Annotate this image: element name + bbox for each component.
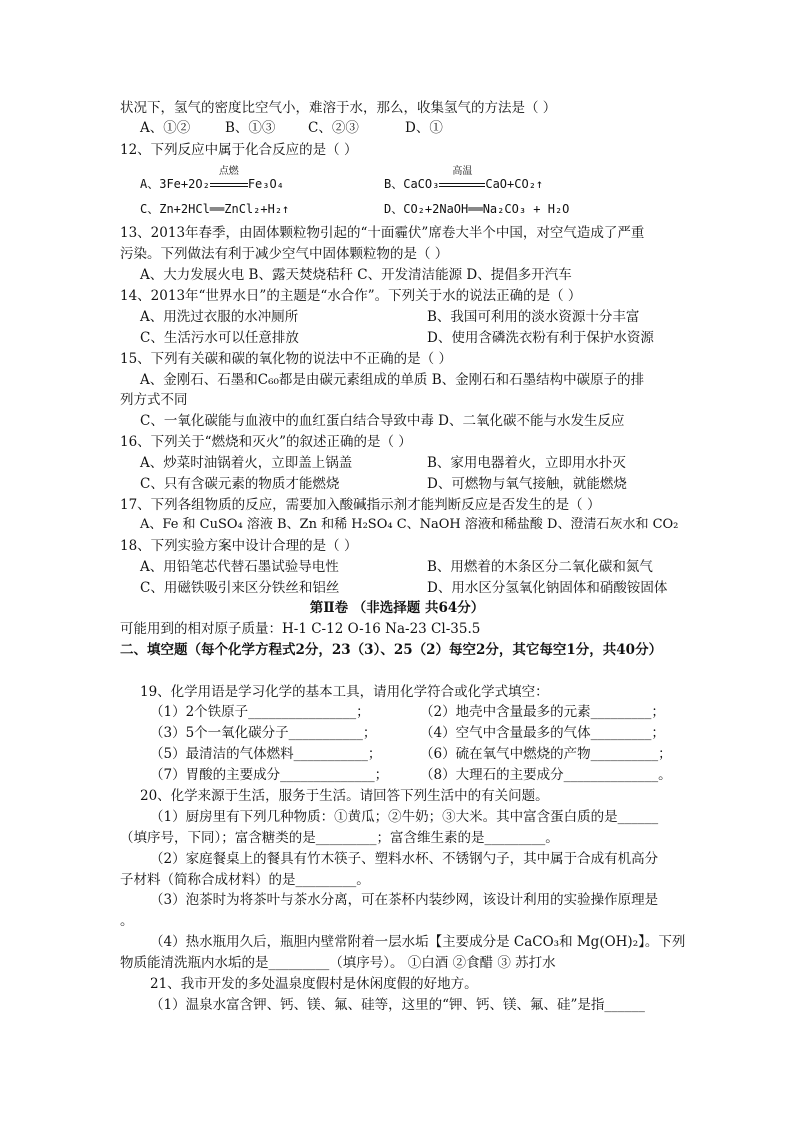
q16-option-c: C、只有含碳元素的物质才能燃烧 bbox=[140, 476, 340, 492]
q19-item-2: （2）地壳中含量最多的元素_________； bbox=[420, 704, 665, 720]
q14-option-c: C、生活污水可以任意排放 bbox=[140, 330, 299, 346]
q17-options: A、Fe 和 CuSO₄ 溶液 B、Zn 和稀 H₂SO₄ C、NaOH 溶液和稀盐酸 D、澄清石灰水和 CO₂ bbox=[140, 517, 679, 532]
q13-stem-line2: 污染。下列做法有利于减少空气中固体颗粒物的是（ ） bbox=[120, 246, 449, 262]
q12-a-products: Fe₃O₄ bbox=[247, 177, 284, 191]
q15-option-cd: C、一氧化碳能与血液中的血红蛋白结合导致中毒 D、二氧化碳不能与水发生反应 bbox=[140, 413, 625, 429]
q18-stem: 18、下列实验方案中设计合理的是（ ） bbox=[120, 538, 358, 554]
reaction-condition-arrow bbox=[210, 166, 248, 193]
q19-item-6: （6）硫在氧气中燃烧的产物__________； bbox=[420, 746, 672, 762]
q14-option-d: D、使用含磷洗衣粉有利于保护水资源 bbox=[427, 330, 654, 346]
q12-b-products: CaO+CO₂↑ bbox=[485, 177, 544, 191]
q13-stem-line1: 13、2013年春季，由固体颗粒物引起的“十面霾伏”席卷大半个中国，对空气造成了严重 bbox=[120, 225, 645, 241]
q20-part2-line2: 子材料（简称合成材料）的是_________。 bbox=[120, 872, 370, 888]
q18-option-d: D、用水区分氢氧化钠固体和硝酸铵固体 bbox=[427, 580, 668, 596]
q20-part3-line2: 。 bbox=[120, 913, 134, 929]
q20-part4-line1: （4）热水瓶用久后，瓶胆内壁常附着一层水垢【主要成分是 CaCO₃和 Mg(OH)₂】。下列 bbox=[150, 934, 686, 950]
q12-option-b bbox=[384, 166, 544, 193]
q20-part1-line2: （填序号，下同）；富含糖类的是_________；富含维生素的是_________。 bbox=[120, 830, 559, 846]
q19-stem: 19、化学用语是学习化学的基本工具，请用化学符合或化学式填空： bbox=[140, 684, 549, 700]
q18-option-a: A、用铅笔芯代替石墨试验导电性 bbox=[140, 559, 339, 575]
q17-stem: 17、下列各组物质的反应，需要加入酸碱指示剂才能判断反应是否发生的是（ ） bbox=[120, 497, 601, 513]
q12-option-d: D、CO₂+2NaOH══Na₂CO₃ + H₂O bbox=[384, 202, 570, 216]
q14-option-a: A、用洗过衣服的水冲厕所 bbox=[140, 309, 299, 325]
q12-stem: 12、下列反应中属于化合反应的是（ ） bbox=[120, 142, 358, 158]
q12-option-a bbox=[140, 166, 284, 193]
q15-stem: 15、下列有关碳和碳的氧化物的说法中不正确的是（ ） bbox=[120, 351, 452, 367]
q12-a-condition: 点燃 bbox=[218, 166, 239, 177]
q19-item-5: （5）最清洁的气体燃料___________； bbox=[150, 746, 382, 762]
q20-part2-line1: （2）家庭餐桌上的餐具有竹木筷子、塑料水杯、不锈钢勺子，其中属于合成有机高分 bbox=[150, 851, 659, 867]
q11-option-a: A、①② bbox=[140, 120, 191, 136]
q19-item-8: （8）大理石的主要成分______________。 bbox=[420, 767, 672, 783]
relative-atomic-masses: 可能用到的相对原子质量：H-1 C-12 O-16 Na-23 Cl-35.5 bbox=[120, 621, 481, 637]
q20-part1-line1: （1）厨房里有下列几种物质：①黄瓜；②牛奶；③大米。其中富含蛋白质的是______ bbox=[150, 809, 659, 825]
q14-stem: 14、2013年“世界水日”的主题是“水合作”。下列关于水的说法正确的是（ ） bbox=[120, 288, 582, 304]
q11-option-c: C、②③ bbox=[308, 120, 359, 136]
q12-option-c: C、Zn+2HCl══ZnCl₂+H₂↑ bbox=[140, 202, 290, 216]
q11-option-b: B、①③ bbox=[225, 120, 276, 136]
q21-stem: 21、我市开发的多处温泉度假村是休闲度假的好地方。 bbox=[150, 976, 478, 992]
q14-option-b: B、我国可利用的淡水资源十分丰富 bbox=[427, 309, 640, 325]
q20-part3-line1: （3）泡茶时为将茶叶与茶水分离，可在茶杯内装纱网，该设计利用的实验操作原理是 bbox=[150, 892, 659, 908]
q16-option-a: A、炒菜时油锅着火，立即盖上锅盖 bbox=[140, 455, 353, 471]
q19-item-4: （4）空气中含量最多的气体_________； bbox=[420, 725, 665, 741]
q20-stem: 20、化学来源于生活，服务于生活。请回答下列生活中的有关问题。 bbox=[140, 788, 549, 804]
q20-part4-line2: 物质能清洗瓶内水垢的是_________（填序号）。 ①白酒 ②食醋 ③ 苏打水 bbox=[120, 955, 556, 971]
q15-option-b-continued: 列方式不同 bbox=[120, 392, 188, 408]
q15-option-ab: A、金刚石、石墨和C₆₀都是由碳元素组成的单质 B、金刚石和石墨结构中碳原子的排 bbox=[140, 372, 645, 388]
reaction-condition-arrow bbox=[439, 166, 485, 193]
q11-stem-continued: 状况下，氢气的密度比空气小，难溶于水，那么，收集氢气的方法是（ ） bbox=[120, 100, 557, 116]
q12-b-condition: 高温 bbox=[452, 166, 473, 177]
q19-item-7: （7）胃酸的主要成分______________； bbox=[150, 767, 389, 783]
q13-options: A、大力发展火电 B、露天焚烧秸秆 C、开发清洁能源 D、提倡多开汽车 bbox=[140, 267, 572, 283]
q11-option-d: D、① bbox=[405, 120, 443, 136]
q16-option-d: D、可燃物与氧气接触，就能燃烧 bbox=[427, 476, 627, 492]
q16-option-b: B、家用电器着火，立即用水扑灭 bbox=[427, 455, 626, 471]
q19-item-3: （3）5个一氧化碳分子___________； bbox=[150, 725, 377, 741]
q18-option-b: B、用燃着的木条区分二氧化碳和氮气 bbox=[427, 559, 653, 575]
q19-item-1: （1）2个铁原子________________； bbox=[150, 704, 370, 720]
q12-a-reactants: A、3Fe+2O₂ bbox=[140, 177, 210, 191]
part-2-heading: 二、填空题（每个化学方程式2分，23（3）、25（2）每空2分，其它每空1分，共40分） bbox=[120, 642, 663, 658]
q16-stem: 16、下列关于“燃烧和灭火”的叙述正确的是（ ） bbox=[120, 434, 412, 450]
q18-option-c: C、用磁铁吸引来区分铁丝和铝丝 bbox=[140, 580, 340, 596]
section-2-title: 第Ⅱ卷 （非选择题 共64分） bbox=[309, 600, 485, 616]
q21-part1: （1）温泉水富含钾、钙、镁、氟、硅等，这里的“钾、钙、镁、氟、硅”是指______ bbox=[150, 997, 645, 1013]
q12-b-reactants: B、CaCO₃ bbox=[384, 177, 440, 191]
